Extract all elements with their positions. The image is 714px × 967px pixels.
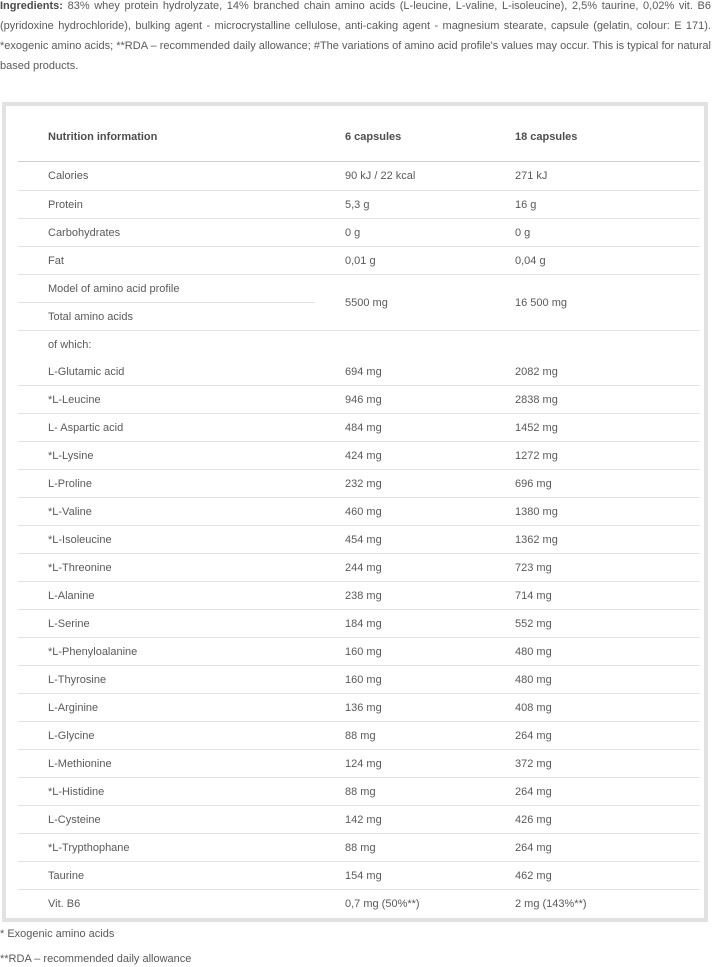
row-value-18: 264 mg <box>485 778 700 806</box>
nutrition-table <box>18 113 700 917</box>
row-value-6: 88 mg <box>315 778 485 806</box>
row-value-6: 160 mg <box>315 666 485 694</box>
header-18-capsules: 18 capsules <box>485 113 700 162</box>
row-label: *L-Trypthophane <box>18 834 315 862</box>
row-value-6: 88 mg <box>315 834 485 862</box>
row-value-6: 136 mg <box>315 694 485 722</box>
total-amino-value-18: 16 500 mg <box>515 296 567 309</box>
row-value-18: 1272 mg <box>485 442 700 470</box>
row-value-18: 271 kJ <box>485 162 700 191</box>
table-row <box>18 219 700 247</box>
table-row <box>18 470 700 498</box>
row-value-6: 244 mg <box>315 554 485 582</box>
row-value-18: 723 mg <box>485 554 700 582</box>
row-value-6: 694 mg <box>315 358 485 386</box>
table-row <box>18 386 700 414</box>
row-value-6: 160 mg <box>315 638 485 666</box>
row-value-18: 1362 mg <box>485 526 700 554</box>
row-value-6: 0 g <box>315 219 485 247</box>
total-amino-value-6: 5500 mg <box>345 296 388 309</box>
of-which-empty-18 <box>485 331 700 359</box>
row-value-18: 16 g <box>485 191 700 219</box>
row-value-18: 480 mg <box>485 666 700 694</box>
row-value-6: 5,3 g <box>315 191 485 219</box>
row-label: L- Aspartic acid <box>18 414 315 442</box>
row-label: *L-Threonine <box>18 554 315 582</box>
row-value-6: 424 mg <box>315 442 485 470</box>
row-value-18: 2 mg (143%**) <box>515 897 587 910</box>
row-label: *L-Valine <box>18 498 315 526</box>
header-6-capsules: 6 capsules <box>315 113 485 162</box>
total-amino-label: Total amino acids <box>48 310 133 323</box>
table-row <box>18 442 700 470</box>
table-row-amino-model <box>18 275 700 303</box>
table-row-of-which <box>18 331 700 359</box>
table-row <box>18 638 700 666</box>
row-label: Calories <box>18 162 315 191</box>
table-row <box>18 806 700 834</box>
row-value-18: 264 mg <box>485 834 700 862</box>
table-row <box>18 890 700 918</box>
row-label: L-Methionine <box>18 750 315 778</box>
row-label: *L-Phenyloalanine <box>18 638 315 666</box>
footnote-rda: **RDA – recommended daily allowance <box>0 953 192 965</box>
row-value-6: 454 mg <box>315 526 485 554</box>
row-value-6: 232 mg <box>315 470 485 498</box>
row-label: Fat <box>18 247 315 275</box>
row-label: *L-Histidine <box>18 778 315 806</box>
row-label: Vit. B6 <box>48 897 81 910</box>
row-value-6: 484 mg <box>315 414 485 442</box>
row-value-6: 460 mg <box>315 498 485 526</box>
row-value-18: 2082 mg <box>485 358 700 386</box>
row-value-6: 0,01 g <box>315 247 485 275</box>
row-value-6: 238 mg <box>315 582 485 610</box>
row-label: *L-Lysine <box>18 442 315 470</box>
row-label: L-Proline <box>18 470 315 498</box>
row-value-18: 426 mg <box>485 806 700 834</box>
row-label: Carbohydrates <box>18 219 315 247</box>
ingredients-text: 83% whey protein hydrolyzate, 14% branched chain amino acids (L-leucine, L-valine, L-isoleucine), 2,5% taurine, 0,02% vit. B6 (pyridoxine hydrochloride), bulking agent - microcrystalline cellulose, anti-caking agent - magnesium stearate, capsule (gelatin, colour: E 171). *exogenic amino acids; **RDA – recommended daily allowance; #The variations of amino acid profile's values may occur. This is typical for natural based products. <box>0 0 711 72</box>
row-value-6: 142 mg <box>315 806 485 834</box>
row-value-6: 154 mg <box>315 862 485 890</box>
row-label: L-Glycine <box>18 722 315 750</box>
table-row <box>18 666 700 694</box>
row-value-6: 88 mg <box>315 722 485 750</box>
nutrition-table-box <box>2 102 708 922</box>
table-row <box>18 414 700 442</box>
row-value-18: 1452 mg <box>485 414 700 442</box>
table-row <box>18 247 700 275</box>
amino-acid-rows <box>18 358 700 917</box>
table-row <box>18 191 700 219</box>
table-row <box>18 554 700 582</box>
header-nutrition-information: Nutrition information <box>18 113 315 162</box>
table-row <box>18 862 700 890</box>
table-row <box>18 778 700 806</box>
table-row <box>18 526 700 554</box>
row-value-18: 462 mg <box>485 862 700 890</box>
row-label: L-Cysteine <box>18 806 315 834</box>
row-label: *L-Isoleucine <box>18 526 315 554</box>
table-row <box>18 498 700 526</box>
row-value-18: 0,04 g <box>485 247 700 275</box>
table-row <box>18 750 700 778</box>
table-row <box>18 610 700 638</box>
row-value-18: 714 mg <box>485 582 700 610</box>
table-row <box>18 694 700 722</box>
row-value-18: 264 mg <box>485 722 700 750</box>
row-value-6: 946 mg <box>315 386 485 414</box>
row-value-18: 372 mg <box>485 750 700 778</box>
ingredients-label: Ingredients: <box>0 0 63 12</box>
row-label: Protein <box>18 191 315 219</box>
row-label: L-Glutamic acid <box>18 358 315 386</box>
row-value-6: 90 kJ / 22 kcal <box>315 162 485 191</box>
row-value-18: 1380 mg <box>485 498 700 526</box>
row-value-6: 0,7 mg (50%**) <box>345 897 420 910</box>
row-label: L-Thyrosine <box>18 666 315 694</box>
table-row <box>18 162 700 191</box>
table-row <box>18 582 700 610</box>
row-value-18: 480 mg <box>485 638 700 666</box>
row-value-18: 552 mg <box>485 610 700 638</box>
row-value-6: 124 mg <box>315 750 485 778</box>
row-value-6: 184 mg <box>315 610 485 638</box>
row-label: *L-Leucine <box>18 386 315 414</box>
table-row <box>18 834 700 862</box>
of-which-empty-6 <box>315 331 485 359</box>
row-value-18: 696 mg <box>485 470 700 498</box>
row-label: L-Serine <box>18 610 315 638</box>
row-value-18: 2838 mg <box>485 386 700 414</box>
row-label: L-Arginine <box>18 694 315 722</box>
row-value-18: 0 g <box>485 219 700 247</box>
ingredients-paragraph <box>0 0 711 76</box>
table-row <box>18 722 700 750</box>
footnote-exogenic: * Exogenic amino acids <box>0 928 115 940</box>
of-which-label: of which: <box>48 338 92 351</box>
table-header-row <box>18 113 700 162</box>
row-label: Taurine <box>18 862 315 890</box>
table-row <box>18 358 700 386</box>
amino-model-label: Model of amino acid profile <box>18 275 315 303</box>
row-label: L-Alanine <box>18 582 315 610</box>
row-value-18: 408 mg <box>485 694 700 722</box>
